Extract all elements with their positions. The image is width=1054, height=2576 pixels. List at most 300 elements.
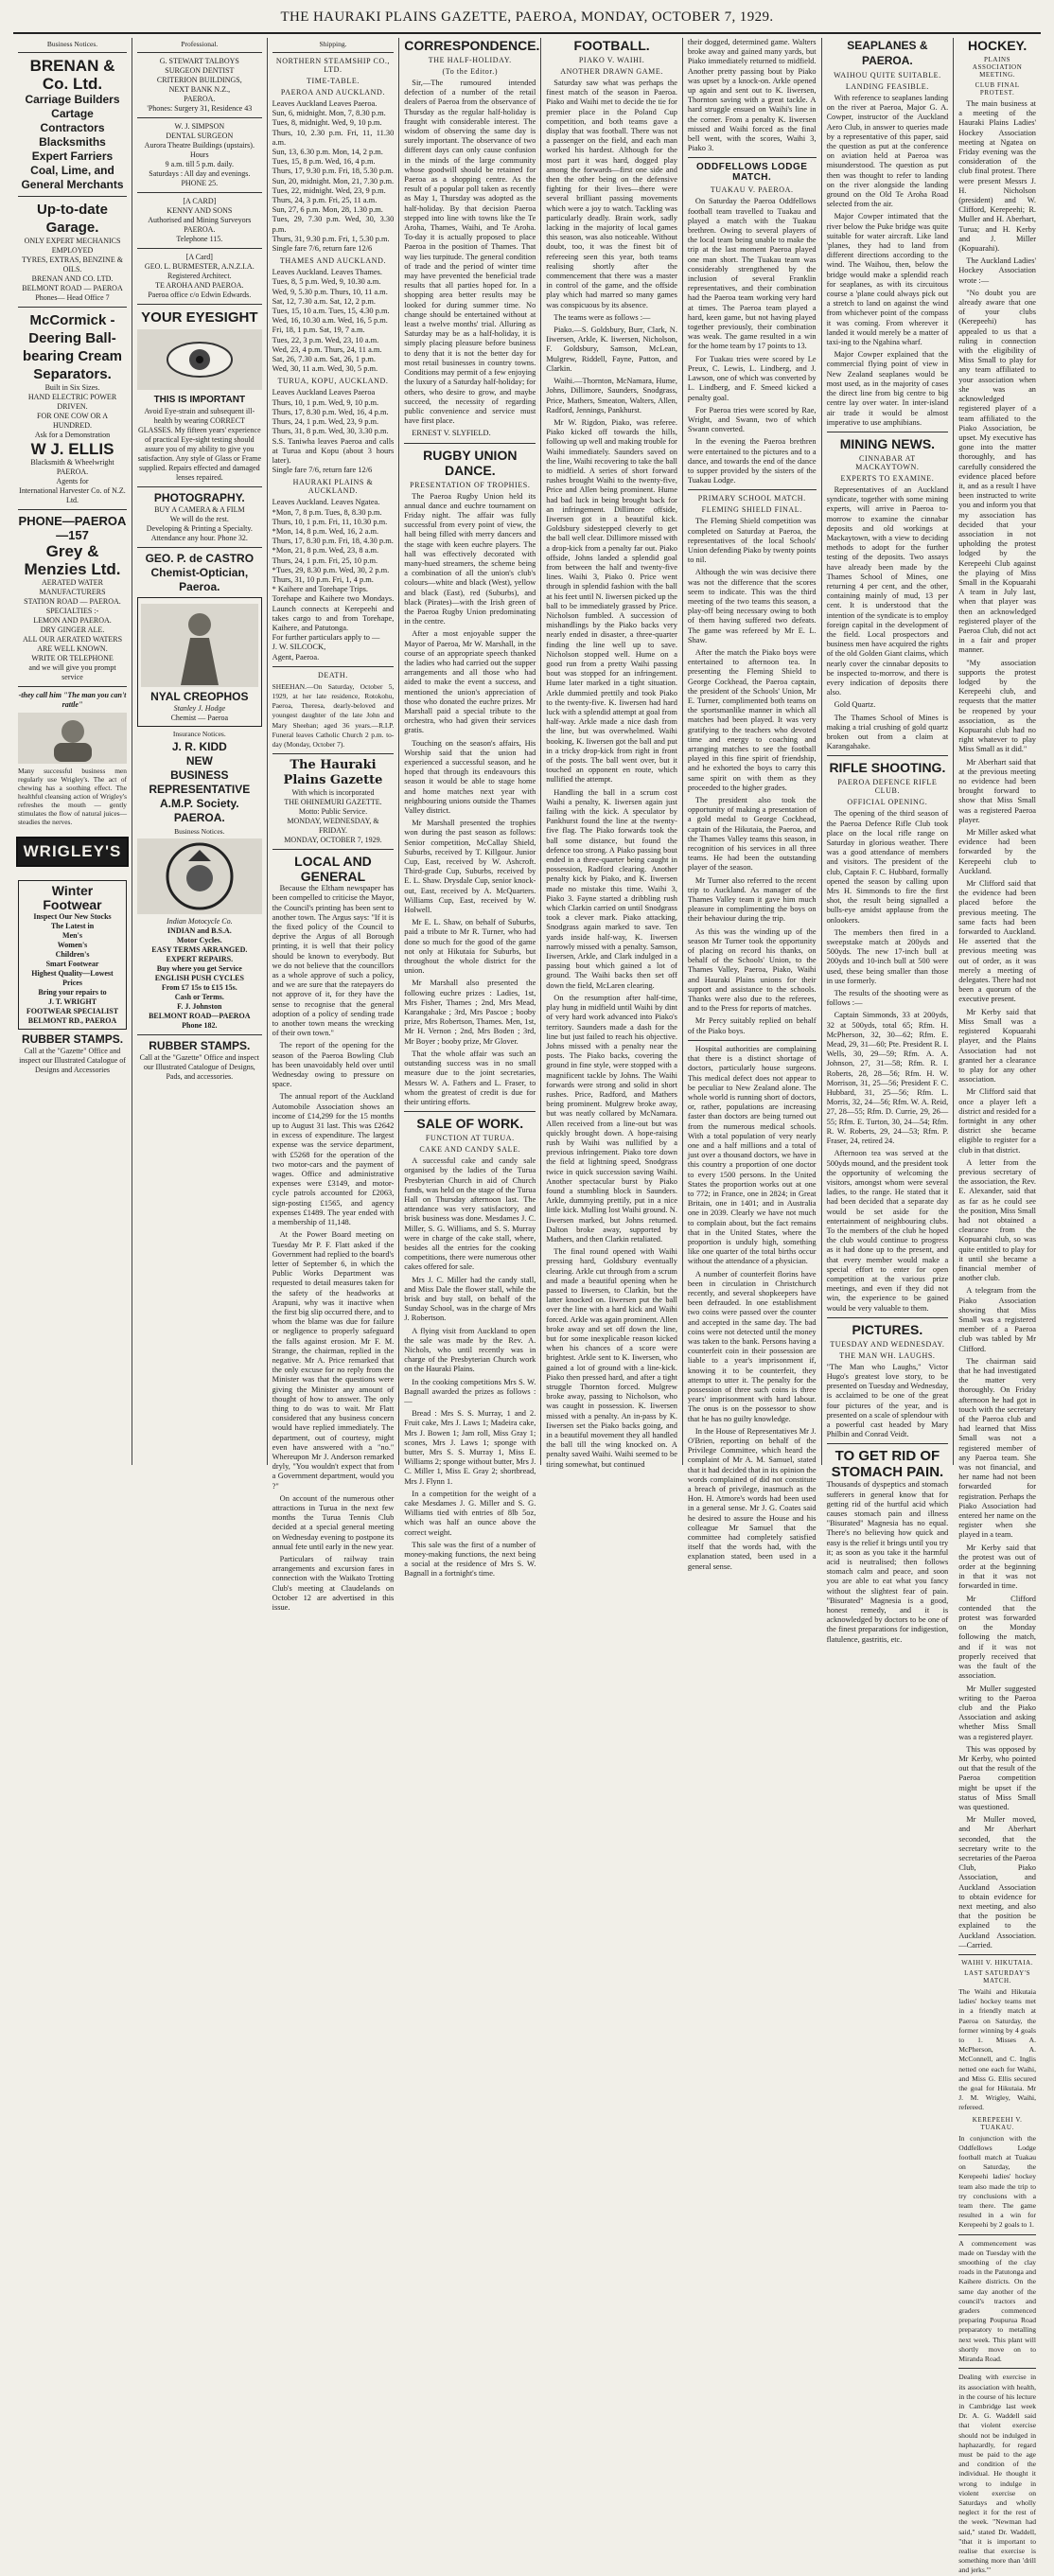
kenny-card-item: PAEROA. <box>184 225 216 234</box>
turua-kopu-lines-item: Leaves Auckland Leaves Paeroa <box>272 388 376 397</box>
footwear-lines-item: Highest Quality—Lowest Prices <box>31 969 114 987</box>
oddfellows-text-item: For Paeroa tries were scored by Rae, Wright, and Swann, two of which Swann converted. <box>687 405 817 434</box>
divider <box>18 509 127 510</box>
correspondence-head: CORRESPONDENCE. <box>404 38 540 53</box>
thames-auckland-lines-item: Leaves Auckland. Leaves Thames. <box>272 268 382 277</box>
wrigley-text: Many successful business men regularly use Wrigley's. The act of chewing has a soothing effect. The healthful cleansing action of Wrigley's refreshes the mouth — gently stimulates the flow of natural juices—steadies the nerves. <box>18 767 127 826</box>
ellis-ad-title: W J. ELLIS <box>30 440 114 458</box>
eyesight-text: Avoid Eye-strain and subsequent ill-health by wearing CORRECT GLASSES. My fifteen years' experience of practical Eye-sight testing should assure you of my ability to give you satisfaction. Any style of Glass or Frame supplied. Repairs effected and damaged lenses repaired. <box>137 407 262 482</box>
half-holiday-head: THE HALF-HOLIDAY. <box>428 56 512 64</box>
divider <box>827 1317 949 1318</box>
sale-of-work-text-item: Mrs J. C. Miller had the candy stall, and Miss Dale the flower stall, while the brisk and buy stall, on behalf of the Sunday School, was in the charge of Mrs J. Robertson. <box>404 1275 536 1323</box>
kerepeehi-tuakau-text: In conjunction with the Oddfellows Lodge football match at Tuakau on Saturday, the Kerepeehi ladies' hockey team also made the trip to try conclusions with a team there. The game resulted in a win for Kerepeehi by 2 goals to 1. <box>958 2133 1036 2230</box>
football-text-item: Piako.—S. Goldsbury, Burr, Clark, N. Iiwersen, Arkle, K. Iiwersen, Nicholson, F. Goldsbury, Samson, McLean, Mulgrew, Riddell, Fayne, Patton, and Clarkin. <box>546 326 677 373</box>
hockey-text-item: Mr Clifford said that once a player left a district and resided for a fortnight in any other district she became eligible to register for a club in that district. <box>958 1087 1036 1155</box>
column-seaplanes <box>822 38 955 1644</box>
hauraki-auckland-lines-item: Thurs, 31, 10 p.m. Fri, 1, 4 p.m. <box>272 574 374 584</box>
sale-of-work-sub: FUNCTION AT TURUA. <box>425 1134 515 1143</box>
footwear-lines-item: Smart Footwear <box>45 960 99 968</box>
kenny-card-item: Authorised and Mining Surveyors <box>148 216 252 224</box>
wrigley-caption: -they call him "The man you can't rattle" <box>18 691 127 709</box>
castro-card <box>137 552 262 594</box>
rubber-stamps-text: Call at the "Gazette" Office and inspect our Illustrated Catalogue of Designs and Accessories <box>19 1047 126 1074</box>
hockey-text-item: The main business at a meeting of the Hauraki Plains Ladies' Hockey Association meeting at Ngatea on Friday evening was the consideration of the club final protest. There were present Messrs J. H. Nicholson (president) and W. Clifford, Kerepeehi; R. Muller and H. Aberhart, Turua; and H. Kerby and J. Miller (Kopuarahi). <box>958 99 1036 254</box>
local-general-text <box>272 884 395 1613</box>
indian-ad-lines-item: EXPERT REPAIRS. <box>166 955 234 963</box>
rifle-text-item: Captain Simmonds, 33 at 200yds, 32 at 500yds, total 65; Rfm. H. McPherson, 32, 30—62; Rfm. E. Mead, 29, 31—60; Pte. President R. I. Wells, 30, 29—59; Rfm. A. A. Johnson, 27, 31—58; Rfm. R. I. Roberts, 28, 28—56; Rfm. H. W. Morrison, 31, 25—56; President F. C. Hubbard, 31, 25—56; Rfm. L. Morris, 32, 24—56; Rfm. W. A. Reid, 27, 28—55; Rfm. D. Currie, 29, 26—55; Rfm. E. Turton, 30, 24—54; Rfm. R. W. Roberts, 29, 24—53; Rfm. P. Fraser, 24, retired 24. <box>826 1011 949 1146</box>
kidd-card-item: J. R. KIDD <box>171 740 227 753</box>
kidd-card <box>137 740 262 825</box>
oddfellows-text-item: For Tuakau tries were scored by Le Preux, C. Lewis, L. Lindberg, and J. Lawson, one of which was converted by L. Lindberg, and F. Smeed kicked a penalty goal. <box>687 354 817 402</box>
seaplanes-sub2: LANDING FEASIBLE. <box>845 82 929 91</box>
brenan-ad-lines-item: Blacksmiths <box>39 135 106 149</box>
mccormick-ad-lines-item: Built in Six Sizes. <box>44 383 100 392</box>
divider <box>272 666 395 667</box>
paeroa-auckland-lines <box>272 99 395 254</box>
pictures-sub2: THE MAN WH. LAUGHS. <box>839 1350 936 1360</box>
hockey-text-item: A telegram from the Piako Association showing that Miss Small was a registered member of a Paeroa club was tabled by Mr Clifford. <box>958 1286 1036 1353</box>
thames-auckland-lines-item: Tues, 22, 3 p.m. Wed, 23, 10 a.m. <box>272 335 379 344</box>
fleming-shield-head: FLEMING SHIELD FINAL. <box>701 505 802 515</box>
indian-head-icon <box>160 840 239 912</box>
turua-kopu-lines <box>272 388 395 475</box>
divider <box>958 2234 1036 2235</box>
rifle-text-item: The opening of the third season of the Paeroa Defence Rifle Club took place on the local rifle range on Saturday in glorious weather. There was a good attendance of members and visitors. The president of the club, Captain F. C. Hubbard, formally opened the season by calling upon Mrs H. Simmonds to fire the first shot, the result being signalled a bulls-eye amidst applause from the onlookers. <box>826 809 949 925</box>
local-general-text-item: Particulars of railway train arrangements and excursion fares in connection with the Waikato Trotting Club's meeting at Claudelands on October 12 are advertised in this issue. <box>272 1555 395 1613</box>
indian-ad-lines-item: Buy where you get Service <box>156 964 242 973</box>
talboys-card <box>137 57 262 114</box>
sale-of-work-text-item: In a competition for the weight of a cake Mesdames J. G. Miller and S. G. Williams tied with entries of 8lb 5oz, which was half an ounce above the correct weight. <box>404 1489 536 1537</box>
paeroa-auckland-lines-item: Thurs, 24, 3 p.m. Fri, 25, 11 a.m. <box>272 196 378 205</box>
divider <box>827 755 949 756</box>
sale-of-work-text-item: A successful cake and candy sale organised by the ladies of the Turua Presbyterian Church in aid of Church funds, was held on the stage of the Turua Hall on Thursday afternoon last. The attendance was very satisfactory, and brisk business was done. Mesdames J. C. Miller, S. G. Williams, and S. S. Murray were in charge of the cake stall, where, besides all the entries for the cooking competitions, there were numerous other cakes offered for sale. <box>404 1156 536 1272</box>
garage-ad-title: Up-to-date Garage. <box>37 202 108 236</box>
mining-text-item: Gold Quartz. <box>834 700 876 710</box>
footwear-lines-item: The Latest in <box>50 922 95 930</box>
indian-ad-lines-item: INDIAN and B.S.A. <box>167 926 232 935</box>
rugby-dance-text-item: Touching on the season's affairs, His Worship said that the union had experienced a successful season, and he hoped that through its endeavours this season it would be able to stage home and home matches next year with neighbouring unions outside the Thames Valley district. <box>404 738 536 816</box>
roads-text: A commencement was made on Tuesday with the smoothing of the clay roads in the Patutonga and Kaihere districts. On the same day another of the council's tractors and graders commenced preparing Poupurua Road preparatory to metalling next week. This plant will shortly move on to Miranda Road. <box>958 2238 1036 2364</box>
paeroa-auckland-lines-item: Sun, 20, midnight. Mon, 21, 7.30 p.m. <box>272 176 395 185</box>
exercise-text: Dealing with exercise in its association with health, in the course of his lecture in Cambridge last week Dr. A. G. Waddell said that violent exercise should not be indulged in haphazardly, for regard must be paid to the age and condition of the individual. He thought it wrong to indulge in violent exercise on Saturdays and wholly neglect it for the rest of the week. "Newman had said," stated Dr. Waddell, "that it is important to realise that exercise is something more than 'drill and jerks.'" <box>958 2373 1036 2575</box>
column-oddfellows <box>683 38 822 1571</box>
garage-ad-lines <box>18 237 127 303</box>
thames-auckland-lines-item: Fri, 18, 1 p.m. Sat, 19, 7 a.m. <box>272 326 365 335</box>
garage-ad-lines-item: BELMONT ROAD — PAEROA <box>22 284 123 292</box>
columns <box>13 38 1041 2575</box>
divider <box>137 547 262 548</box>
sale-of-work-text-item: A flying visit from Auckland to open the sale was made by the Rev. A. Nichols, who until recently was in charge of the Presbyterian Church work on the Hauraki Plains. <box>404 1326 536 1374</box>
grey-menzies-lines-item: DRY GINGER ALE. <box>40 626 105 634</box>
paeroa-auckland-lines-item: Single fare 7/6, return fare 12/6 <box>272 244 373 254</box>
brenan-ad-lines-item: Coal, Lime, and <box>30 164 114 177</box>
indian-logo <box>137 838 262 914</box>
football-text-item: The teams were as follows :— <box>553 312 651 322</box>
seaplanes-text-item: Major Cowper explained that the commercial flying point of view in New Zealand seaplanes would be most used, as in the majority of cases the direct line from big centre to big centre lay over water. In inter-island air trade it would be almost imperative to use amphibians. <box>826 350 949 427</box>
footwear-lines-item: Men's <box>62 931 82 940</box>
wrigley-logo <box>18 826 127 877</box>
fleming-text-item: Mr Turner also referred to the recent trip to Auckland. As manager of the Thames Valley team it gave him much pleasure in complimenting the boys on their behaviour during the trip. <box>687 875 817 924</box>
ellis-ad-lines-item: Agents for <box>56 477 89 485</box>
hauraki-auckland-lines-item: Torehape and Kaihere two Mondays. Launch connects at Kerepeehi and takes cargo to and from Torehape, Kaihere, and Patutonga. <box>272 594 395 632</box>
pictures-head: PICTURES. <box>852 1321 923 1337</box>
brenan-ad-lines-item: Carriage Builders <box>25 93 120 106</box>
rugby-dance-text <box>404 492 536 1108</box>
paeroa-auckland-lines-item: Sun, 27, 6 p.m. Mon, 28, 1.30 p.m. <box>272 205 383 215</box>
turua-kopu-lines-item: Single fare 7/6, return fare 12/6 <box>272 466 373 475</box>
hockey-text-item: "No doubt you are already aware that one of your clubs (Kerepeehi) has appealed to us that a ruling in connection with the eligibility of Miss Small to play for any team affiliated to your association when she was an acknowledged registered player of a team affiliated to the Piako Association, be upset. My executive has gone into the matter thoroughly, and has carefully considered the evidence placed before it, and as a result I have been instructed to write you and inform you that my association has decided that your association in not upholding the protest lodged by the Kerepeehi Club against the playing of Miss Small in the Kopuarahi A team in July last, when that player was then an acknowledged registered player of the Paeroa Club, did not act in a fair and proper manner. <box>958 288 1036 655</box>
creophos-title: NYAL CREOPHOS <box>150 690 249 703</box>
paeroa-auckland-lines-item: Tues, 22, midnight. Wed, 23, 9 p.m. <box>272 185 386 195</box>
oddfellows-text-item: On Saturday the Paeroa Oddfellows football team travelled to Tuakau and played a match with the Tuakau brethren. Owing to several players of the local team being unable to make the trip at the last moment Paeroa played one man short. The Tuakau team was considerably strengthened by the inclusion of several Franklin representatives, and their combination had the Paeroa team working very hard at times. The Paeroa team played a hard, keen game, but not having played together previously, their combination was weak. The game resulted in a win for the home team by 17 points to 13. <box>687 197 817 351</box>
kenny-card-item: Telephone 115. <box>176 235 223 243</box>
thames-auckland-lines-item: Wed, 30, 11 a.m. Wed, 30, 5 p.m. <box>272 364 378 374</box>
paeroa-auckland-lines-item: Thurs, 10, 2.30 p.m. Fri, 11, 11.30 a.m. <box>272 128 395 147</box>
ellis-ad-lines <box>18 458 127 505</box>
ellis-ad-lines-item: International Harvester Co. of N.Z. Ltd. <box>19 486 126 504</box>
grey-menzies-lines-item: WRITE OR TELEPHONE <box>31 654 114 662</box>
section-label: Shipping. <box>319 40 347 48</box>
kidd-card-item: NEW <box>185 754 213 768</box>
divider <box>272 753 395 754</box>
seaplanes-head: SEAPLANES & PAEROA. <box>847 39 928 67</box>
thames-auckland-lines <box>272 268 395 374</box>
mining-text-item: The Thames School of Mines is making a trial crushing of gold quartz broken out from a claim at Karangahake. <box>826 713 949 751</box>
football-text-item: Mr W. Rigdon, Piako, was referee. Piako kicked off towards the hills, following up well and making trouble for Waihi immediately. Saunders saved on the line, Waihi recovering to take the ball to midfield. A series of short forward rushes brought Waihi to the twenty-five, Price and Allen being prominent. Hume had bad luck in being brought back for an infringement. Dillimore offside, Iiwersen got in a beautiful kick. Goldsbury sidestepped cleverly to get the ball well clear. Dillimore missed with a drop-kick from a penalty far out. Piako offside, Johns landed a splendid goal from between the half and twenty-five lines. Waihi 3, Piako 0. Price went through in splendid fashion with the ball at his feet until N. Iiwersen picked up the ball to be immediately grassed by Price. Nicholson fumbled. A succession of mishandlings by the Piako backs very nearly ended in disaster, a three-quarter finding the line well up to save. Nicholson stopped well. Hume on a good run from a pretty Waihi passing bout was stopped for an infringement. Hume later marked in a tight situation. Arkle dummied prettily and took Piako to the twenty-five. K. Iiwersen had hard luck with a splendid attempt at goal from half-way. Arkle made a nice dash from the line, but was overwhelmed. Waihi booking, K. Iiwersen got the ball and put in a tricky drop-kick from right in front of the posts. The ball went over, but it touched an opponent en route, which nullified the attempt. <box>546 417 677 785</box>
local-general-text-item: On account of the numerous other attractions in Turua in the next few months the Turua Tennis Club decided at a special general meeting on Wednesday evening to postpone its annual fete until early in the new year. <box>272 1493 395 1551</box>
rugby-dance-text-item: The Paeroa Rugby Union held its annual dance and euchre tournament on Friday night. The affair was fully successful from every point of view, the hall being filled with merry dancers and the stage with keen euchre players. The hall was effectively decorated with many-hued streamers, the scheme being a combination of all the union's club's colours—white and black (West), yellow and black (East), red (Suburbs), and black (Pirates)—with the Irish green of the Paeroa Rugby Union predominating in the centre. <box>404 491 536 626</box>
fleming-text-item: As this was the winding up of the season Mr Turner took the opportunity of placing on record his thanks, on behalf of the Schools' Union, to the Thames Valley, Paeroa, Piako, Waihi and Hauraki Plains unions for their support and assistance to the schools. Thanks were also due to the referees, and to the Press for reports of matches. <box>687 926 817 1014</box>
to-the-editor: (To the Editor.) <box>442 67 499 76</box>
grey-menzies-lines-item: STATION ROAD — PAEROA. <box>24 597 121 606</box>
rifle-text-item: The results of the shooting were as follows :— <box>826 989 949 1008</box>
hockey-text-item: Mr Muller suggested writing to the Paeroa club and the Piako Association and asking whether Miss Small was a registered player. <box>958 1684 1036 1741</box>
footwear-lines <box>22 912 123 1026</box>
hockey-text-item: The Auckland Ladies' Hockey Association wrote :— <box>958 256 1036 285</box>
hockey-text-item: Mr Clifford said that the evidence had been placed before the previous meeting. The same facts had been forwarded to Auckland. He asserted that the previous meeting was out of order, as it was merely a meeting of delegates. There had not been a quorum of the executive present. <box>958 879 1036 1004</box>
mccormick-ad-lines-item: FOR ONE COW OR A HUNDRED. <box>37 412 108 430</box>
paeroa-auckland-lines-item: Leaves Auckland Leaves Paeroa. <box>272 99 378 108</box>
burmester-card <box>137 253 262 300</box>
garage-ad-lines-item: ONLY EXPERT MECHANICS EMPLOYED <box>24 237 121 255</box>
fleming-text-item: Although the win was decisive there was not the difference that the scores seem to indicate. This was the third meeting of the two teams this season, a play-off being necessary owing to both of them having suffered two defeats. The game was refereed by Mr E. L. Shaw. <box>687 568 817 644</box>
mining-text <box>827 485 949 751</box>
stomach-pain-text: Thousands of dyspeptics and stomach sufferers in general know that for getting rid of the hurtful acid which causes stomach pain and illness "Bisurated" Magnesia has no equal. There's no believing how quick and easy is the relief it brings until you try it; as soon as you take it the harmful acid is neutralised; then follows stomach calm and peace, and soon you are able to eat what you fancy without the slightest fear of pain. "Bisurated" Magnesia is a good, honest remedy, and it is acknowledged by doctors to be one of the finest preparations for indigestion, flatulence, gastritis, etc. <box>826 1480 949 1644</box>
simpson-card <box>137 122 262 188</box>
kidd-card-item: PAEROA. <box>173 811 225 824</box>
thames-auckland-lines-item: Wed, 23, 4 p.m. Thurs, 24, 11 a.m. <box>272 344 382 354</box>
rugby-dance-text-item: Mr Marshall presented the trophies won during the past season as follows: Senior competition, McCallay Shield, Suburbs, received by T. Killgour. Junior Cup, East, received by W. Ashcroft. Third-grade Cup, Suburbs, received by E. L. Shaw. Drysdale Cup, senior knock-out, East, received by A. McQuarters. Williams Cup, East, received by W. Holwell. <box>404 819 536 915</box>
local-general-text-item: The report of the opening for the season of the Paeroa Bowling Club has been unavoidably held over until Wednesday owing to pressure on space. <box>272 1041 395 1089</box>
rubber-stamps-title: RUBBER STAMPS. <box>149 1039 251 1052</box>
gazette-lines-item: With which is incorporated <box>291 788 375 798</box>
mccormick-ad-lines-item: Ask for a Demonstration <box>34 431 111 439</box>
divider <box>272 849 395 850</box>
kidd-card-item: BUSINESS REPRESENTATIVE <box>149 768 251 796</box>
divider <box>137 117 262 118</box>
death-notice: SHEEHAN.—On Saturday, October 5, 1929, at her late residence, Rotokohu, Paeroa, Theresa, dearly-beloved and youngest daughter of the late John and Mary Sheehan; aged 36 years.—R.I.P. Funeral leaves Catholic Church 2 p.m. to-day (Monday, October 7). <box>272 681 395 749</box>
rifle-head: RIFLE SHOOTING. <box>829 760 946 776</box>
hauraki-auckland-lines-item: Thurs, 10, 1 p.m. Fri, 11, 10.30 p.m. <box>272 517 388 526</box>
local-general-head: LOCAL AND GENERAL <box>294 854 372 885</box>
turua-kopu-lines-item: S.S. Taniwha leaves Paeroa and calls at Turua and Kopu (about 3 hours later). <box>272 436 395 465</box>
photography-lines-item: Attendance any hour. Phone 32. <box>150 534 248 542</box>
creophos-signature: Stanley J. Hodge <box>173 704 226 713</box>
seaplanes-sub: WAIHOU QUITE SUITABLE. <box>834 71 941 79</box>
simpson-card-item: Saturdays : All day and evenings. <box>149 169 251 178</box>
turua-kopu-lines-item: Thurs, 17, 8.30 p.m. Wed, 16, 4 p.m. <box>272 407 389 416</box>
divider <box>958 1954 1036 1955</box>
hockey-text-item: Mr Kerby said that Miss Small was a registered Kopuarahi player, and the Plains Association had not granted her a clearance to play for any other association. <box>958 1007 1036 1085</box>
indian-brand: Indian Motocycle Co. <box>167 917 233 926</box>
oddfellows-text-item: In the evening the Paeroa brethren were entertained to the pictures and to a dance, and towards the end of the dance to supper provided by the sisters of the Tuakau Lodge. <box>687 437 817 485</box>
simpson-card-item: PHONE 25. <box>181 179 219 187</box>
footwear-lines-item: Bring your repairs to <box>38 988 107 997</box>
turua-kopu-lines-item: Thurs, 24, 1 p.m. Wed, 23, 9 p.m. <box>272 417 379 427</box>
grey-menzies-lines-item: MANUFACTURERS <box>39 588 106 596</box>
gazette-lines-item: MONDAY, WEDNESDAY, & FRIDAY. <box>287 817 379 836</box>
fleming-text-item: The Fleming Shield competition was completed on Saturday at Paeroa, the representatives of the local Schools' Union defending Piako by twenty points to nil. <box>687 517 817 565</box>
mccormick-ad-title: McCormick - Deering Ball-bearing Cream Separators. <box>22 312 123 382</box>
indian-ad-lines-item: Motor Cycles. <box>176 936 222 944</box>
section-label: Business Notices. <box>174 827 225 836</box>
hockey-text-item: A letter from the previous secretary of the association, the Rev. E. Alexander, said that as far as he could see the position, Miss Small had not obtained a clearance from the Kopuarahi club, so was quite entitled to play for it until she became a financial member of another club. <box>958 1157 1036 1283</box>
thames-auckland-head: THAMES AND AUCKLAND. <box>279 256 387 266</box>
divider <box>137 304 262 305</box>
creophos-footer: Chemist — Paeroa <box>170 714 229 722</box>
masthead-title: THE HAURAKI PLAINS GAZETTE, PAEROA, MONDAY, OCTOBER 7, 1929. <box>280 9 774 25</box>
simpson-card-item: Aurora Theatre Buildings (upstairs). <box>144 141 255 150</box>
grey-menzies-lines <box>18 578 127 682</box>
hospital-text-item: In the House of Representatives Mr J. O'Brien, reporting on behalf of the Privilege Committee, which heard the complaint of Mr A. M. Samuel, stated that it had decided that in its opinion the words complained of did not constitute a breach of privilege, inasmuch as the Hon. H. Atmore's words had been used in a general sense. Mr J. G. Coates said he desired to assure the House and his colleague Mr Samuel that the committee had completely satisfied itself that the words had, with the explanation stated, been used in a general sense. <box>687 1426 817 1571</box>
paeroa-auckland-lines-item: Sun, 6, midnight. Mon, 7, 8.30 p.m. <box>272 109 386 118</box>
divider <box>688 157 817 158</box>
hauraki-auckland-lines-item: *Mon, 21, 8 p.m. Wed, 23, 8 a.m. <box>272 546 379 556</box>
simpson-card-item: Hours <box>190 150 209 159</box>
simpson-card-item: DENTAL SURGEON <box>166 132 234 140</box>
burmester-card-item: Paeroa office c/o Edwin Edwards. <box>148 291 252 299</box>
football-text-item: Handling the ball in a scrum cost Waihi a penalty, K. Iiwersen again just failing with the kick. A speculator by Pankhurst found the line at the twenty-five flag. The Piako forwards took the ball some distance, but found the defence too strong. A Piako passing bout ended in a three-quarter being caught in possession, Radford clearing. Another penalty kick by Piako, and K. Iiwersen made no mistake this time. Waihi 3, Piako 3. Fayne started a dribbling rush which Clarkin carried on until Snodgrass took a clever mark. Piako attacking, Snodgrass again marked to save. Ten yards inside half-way, K. Iiwersen narrowly missed with a penalty. Samson, Iiwersen, Arkle, and Clark indulged in a passing bout which gained a lot of ground. The Waihi backs then set off down the field, McLaren clearing. <box>546 787 677 990</box>
rifle-sub: PAEROA DEFENCE RIFLE CLUB. <box>837 778 938 796</box>
gazette-lines-item: THE OHINEMURI GAZETTE. <box>284 798 382 807</box>
grey-menzies-lines-item: LEMON AND PAEROA. <box>33 616 112 625</box>
footwear-lines-item: BELMONT RD., PAEROA <box>27 1016 117 1025</box>
talboys-card-item: CRITERION BUILDINGS, <box>156 76 242 84</box>
thames-auckland-lines-item: Tues, 15, 10 a.m. Tues, 15, 4.30 p.m. <box>272 307 390 316</box>
mining-sub2: EXPERTS TO EXAMINE. <box>840 473 935 483</box>
seaplanes-text <box>827 94 949 428</box>
hospital-text-item: Hospital authorities are complaining that there is a distinct shortage of doctors, particularly house surgeons. This medical defect does not appear to be peculiar to New Zealand alone. The whole world is running short of doctors, or, rather, populations are increasing faster than doctors are being turned out from the numerous medical schools. With a total population of very nearly one and a half millions and a total of just over a thousand doctors, we have in this country a proportion of one doctor to every 1500 persons. In the United States the proportion works out at one to 772; in France, one in 2824; in Great Britain, one in 1401; and in Australia one in 2039. Clearly we have not much to complain about, but the fact remains that in the United States, where the proportion is unduly high, something like one quarter of the total births occur without the attendance of a physician. <box>687 1044 817 1266</box>
brenan-ad-lines-item: General Merchants <box>21 178 124 191</box>
burmester-card-item: [A Card] <box>185 253 213 261</box>
section-label: Professional. <box>181 40 219 48</box>
hockey-text-item: Mr Miller asked what evidence had been forwarded by the Kerepeehi club to Auckland. <box>958 828 1036 875</box>
footwear-title: Winter Footwear <box>43 883 102 912</box>
grey-menzies-lines-item: ALL OUR AERATED WATERS ARE WELL KNOWN. <box>22 635 123 653</box>
mccormick-ad-lines-item: HAND ELECTRIC POWER DRIVEN. <box>27 393 117 411</box>
thames-auckland-lines-item: Tues, 8, 5 p.m. Wed, 9, 10.30 a.m. <box>272 277 381 287</box>
hockey-text-item: The chairman said that he had investigated the matter very thoroughly. On Friday afternoon he had got in touch with the secretary of the Paeroa club and had learned that Miss Small was not a registered member of any Paeroa team. She was not financial, and her name had not been forwarded for registration. Perhaps the Piako Association had entered her name on the register when she played in a team. <box>958 1356 1036 1540</box>
local-general-text-item: At the Power Board meeting on Tuesday Mr P. F. Flatt asked if the Government had replied to the board's letter of September 6, in which the Public Works Department was requested to detail measures taken for the safety of the headworks at Arapuni, why was it inactive when the first big slip occurred there, and to whom the blame was due for failure or negligence to properly safeguard the falls against erosion. Mr F. M. Strange, the chairman, replied in the negative. Mr A. Price remarked that the only excuse for no reply from the Minister was that the questions were giving the Minister any amount of thought of how to answer. The only thing to do was to wait. Mr Flatt considered that any business concern would have replied immediately. The department, out of courtesy, might even have answered with a "no." Whereupon Mr J. Anderson remarked dryly, "You wouldn't expect that from a Government department, would you ?" <box>272 1230 395 1491</box>
talboys-card-item: 'Phones: Surgery 31, Residence 43 <box>147 104 253 113</box>
rubber-stamps-text: Call at the "Gazette" Office and inspect our Illustrated Catalogue of Designs, Pads, and accessories. <box>139 1053 259 1081</box>
paeroa-auckland-lines-item: Tues, 15, 8 p.m. Wed, 16, 4 p.m. <box>272 157 376 167</box>
grey-menzies-lines-item: AERATED WATER <box>42 578 103 587</box>
brenan-ad-title: BRENAN & Co. Ltd. <box>29 57 115 93</box>
woman-figure-icon <box>148 606 252 685</box>
divider <box>404 1111 536 1112</box>
brenan-ad-lines-item: Expert Farriers <box>31 150 114 163</box>
indian-ad-lines-item: Cash or Terms. <box>174 993 224 1001</box>
half-holiday-text-item: ERNEST V. SLYFIELD. <box>412 429 491 438</box>
photography-title: PHOTOGRAPHY. <box>153 491 245 504</box>
burmester-card-item: TE AROHA AND PAEROA. <box>155 281 244 290</box>
fleming-text-item: After the match the Piako boys were entertained to afternoon tea. In presenting the Fleming Shield to George Cockhead, the Paeroa captain, the president of the Schools' Union, Mr E. Turner, complimented both teams on the sportsmanlike manner in which all matches had been played. It was very gratifying to the teachers who devoted time and energy to coaching and arranging matches to see the football played in this fine spirit of friendship, and he exhorted the boys to carry this same spirit on with them as they proceeded to the higher grades. <box>687 647 817 792</box>
half-holiday-text <box>404 79 536 439</box>
column-correspondence <box>399 38 541 1579</box>
hauraki-auckland-lines <box>272 498 395 662</box>
kenny-card-item: [A CARD] <box>183 197 217 205</box>
column-hockey <box>954 38 1041 2575</box>
sale-of-work-text-item: This sale was the first of a number of money-making functions, the next being a social at the residence of Mrs S. W. Bagnall in a fortnight's time. <box>404 1540 536 1579</box>
paeroa-auckland-lines-item: Tues, 8, midnight. Wed, 9, 10 p.m. <box>272 118 382 128</box>
fleming-text-item: Mr Percy suitably replied on behalf of the Piako boys. <box>687 1016 817 1035</box>
divider <box>137 1034 262 1035</box>
kenny-card <box>137 197 262 244</box>
hockey-text-item: Mr Kerby said that the protest was out of order at the beginning in that it was not forwarded in time. <box>958 1543 1036 1591</box>
gazette-nameplate: The Hauraki Plains Gazette <box>283 758 383 788</box>
footwear-lines-item: FOOTWEAR SPECIALIST <box>26 1007 119 1015</box>
kerepeehi-tuakau-head: KEREPEEHI V. TUAKAU. <box>972 2115 1023 2131</box>
column-football <box>541 38 683 1469</box>
burmester-card-item: Registered Architect. <box>167 272 232 280</box>
thames-auckland-lines-item: Wed, 9, 5.30 p.m. Thurs, 10, 11 a.m. <box>272 287 388 296</box>
paeroa-auckland-lines-item: Sun, 13, 6.30 p.m. Mon, 14, 2 p.m. <box>272 148 383 157</box>
hockey-text-item: Mr Muller moved, and Mr Aberhart seconded, that the secretary write to the secretaries of the Paeroa Club, Piako Association, and Auckland Association to obtain evidence for next meeting, and also that the position be explained to the Auckland Association.—Carried. <box>958 1815 1036 1950</box>
hockey-sub: PLAINS ASSOCIATION MEETING. <box>972 56 1023 79</box>
column-business-notices <box>13 38 132 1465</box>
football-text-item: Saturday saw what was perhaps the finest match of the season in Paeroa. Piako and Waihi met to decide the tie for premier place in the Poland Cup competition, and both teams gave a display that was football. There was not a passenger on the field, and each man worked his hardest. Although for the most part it was hard, dogged play among the forwards—first one side and then the other being on the defensive fighting for their lives—there were several brilliant passing movements which were a joy to watch. Tackling was particularly deadly. Brain work, sadly lacking in the majority of local games this season, was also noticeable. Without doubt, too, it was the finest bit of refereeing seen this year, both teams realising shortly after the commencement that there was a master in control of the game, and the offside play which had marred so many games was conspicuous by its absence. <box>546 79 677 309</box>
primary-school-head: PRIMARY SCHOOL MATCH. <box>697 494 806 503</box>
ellis-ad-lines-item: PAEROA. <box>56 468 89 476</box>
gazette-lines-item: MONDAY, OCTOBER 7, 1929. <box>284 836 382 845</box>
pictures-text: "The Man who Laughs," Victor Hugo's greatest love story, to be presented on Tuesday and Wednesday, is acclaimed to be one of the great four pictures of the year, and is presented on a scale of splendour with a powerful cast headed by Mary Philbin and Conrad Veidt. <box>826 1362 949 1439</box>
talboys-card-item: NEXT BANK N.Z., <box>168 85 231 94</box>
pictures-sub: TUESDAY AND WEDNESDAY. <box>830 1339 945 1349</box>
divider <box>137 248 262 249</box>
hockey-sub2: CLUB FINAL PROTEST. <box>975 81 1020 97</box>
castro-card-item: Chemist-Optician, Paeroa. <box>150 566 249 593</box>
football-text-item: Waihi.—Thornton, McNamara, Hume, Johns, Dillimore, Saunders, Snodgrass, Price, Mathers, Smeaton, Walters, Allen, Radford, Jennings, Pankhurst. <box>546 377 677 415</box>
talboys-card-item: SURGEON DENTIST <box>165 66 235 75</box>
paeroa-auckland-head: PAEROA AND AUCKLAND. <box>280 88 386 97</box>
phone-paeroa-title: PHONE—PAEROA —157 <box>18 514 127 542</box>
hauraki-auckland-lines-item: Thurs, 24, 1 p.m. Fri, 25, 10 p.m. <box>272 556 378 565</box>
hospital-text-item: A number of counterfeit florins have been in circulation in Christchurch recently, and several shopkeepers have been defrauded. In one establishment two coins were passed over the counter and accepted in the same day. The bad coins were not detected until the money was taken to the bank. Persons having a counterfeit coin in their possession are liable to a year's imprisonment if, knowing it to be counterfeit, they attempt to utter it. The penalty for the possession of three such coins is three years' imprisonment with hard labour. The onus is on the possessor to show that he has no guilty knowledge. <box>687 1269 817 1423</box>
hospital-text <box>688 1045 817 1572</box>
indian-ad-lines-item: ENGLISH PUSH CYCLES <box>154 974 244 982</box>
football-text-item: On the resumption after half-time, play hung in midfield until Waihi by dint of very hard work advanced into Piako's territory. Saunders made a dash for the line but just failed to reach his objective. Johns missed with a penalty near the posts. The Piako backs, covering the ground in fine style, were stopped with a magnificent tackle by Johns. The Waihi forwards were strong and solid in short rushes. Price, Radford, and Mathers being prominent. Mulgrew broke away, but was neatly collared by McNamara. Allen received from a line-out but was quickly brought down. A hope-raising rush by Waihi was nullified by a previous infringement. Piako tore down the field at lightning speed, Snodgrass twice in quick succession saving Waihi. Another spectacular burst by Piako found a stumbling block in Saunders. Arkle, dummying prettily, put in a nice little kick. Mulling lost Waihi ground. N. Iiwersen marked, but Johns returned. Dalton broke away, supported by Mathers, and then Clarkin retaliated. <box>546 993 677 1244</box>
section-label: Insurance Notices. <box>172 730 226 738</box>
turua-kopu-lines-item: Thurs, 31, 8 p.m. Wed, 30, 3.30 p.m. <box>272 427 389 436</box>
photography-lines-item: BUY A CAMERA & A FILM <box>154 505 245 514</box>
eye-icon <box>162 333 237 386</box>
mining-text-item: Representatives of an Auckland syndicate, together with some mining experts, will arrive in Paeroa to-morrow to examine the cinnabar deposits and old workings at Mackaytown, with a view to deciding methods to adopt for the further testing of the deposits. Two assays have already been made by the Thames School of Mines, one returning 4 per cent, and the other, containing mainly of mud, 13 per cent. It is understood that the intention of the syndicate is to employ foreign capital in the development of the field. Local prospectors and business men have acquired the rights of the old Golden Giant claims, which nearly cover the cinnabar deposits to be inspected to-morrow, and there is every indication of deposits there also. <box>826 485 949 697</box>
waihi-hikutaia-text: The Waihi and Hikutaia ladies' hockey teams met in a friendly match at Paeroa on Saturday, the former winning by 4 goals to 1. Misses A. McPherson, A. McConnell, and C. Inglis netted one each for Waihi, and Miss G. Ellis secured the goal for Hikutaia. Mr J. M. Wrigley, Waihi, refereed. <box>958 1986 1036 2112</box>
thames-auckland-lines-item: Sat, 12, 7.30 a.m. Sat, 12, 2 p.m. <box>272 296 376 306</box>
footwear-lines-item: J. T. WRIGHT <box>47 997 97 1006</box>
hauraki-auckland-lines-item: For further particulars apply to — <box>272 633 380 643</box>
talboys-card-item: G. STEWART TALBOYS <box>159 57 239 65</box>
simpson-card-item: 9 a.m. till 5 p.m. daily. <box>165 160 234 168</box>
hockey-text-item: Mr Aberhart said that at the previous meeting no evidence had been brought forward to show that Miss Small was a registered Paeroa player. <box>958 757 1036 824</box>
waihi-hikutaia-head: WAIHI V. HIKUTAIA. <box>961 1958 1034 1967</box>
fleming-text <box>688 517 817 1036</box>
creophos-ad <box>137 597 262 727</box>
hockey-text <box>958 99 1036 1950</box>
brenan-ad-lines-item: Cartage Contractors <box>40 107 105 134</box>
divider <box>137 192 262 193</box>
football-text-item: The final round opened with Waihi pressing hard, Goldsbury eventually clearing. Arkle cut through from a scrum and made a beautiful opening when he passed to Iiwersen, to Clarkin, but the latter knocked on. Iiwersen put the ball over the line with a hard kick and Waihi forced. Arkle was again prominent. Allen broke away and set off down the line, but for some inexplicable reason kicked when his chances of a score were brightest. Arkle sent to K. Iiwersen, who gained a lot of ground with a line-kick. Piako then pressed hard, and after a tight struggle Thornton forced. Mulgrew broke away, passing to Nicholson, who was caught in possession. K. Iiwersen missed with a penalty. An in-pass by K. Iiwersen set the Piako backs going, and in a beautiful movement they all handled the ball till the wing knocked on. A penalty saved Waihi. Waihi seemed to be tiring somewhat, but continued <box>546 1247 677 1469</box>
rugby-dance-text-item: Mr Marshall also presented the following euchre prizes : Ladies, 1st, Mrs Fisher, Thames ; 2nd, Mrs Mead, Karangahake ; 3rd, Mrs Pascoe ; booby prize, Mrs Robertson, Thames. Men, 1st, Mr H. Vernon ; 2nd, Mrs Boden ; 3rd, Mr Boyer ; booby prize, Mr Glover. <box>404 979 536 1046</box>
hauraki-auckland-lines-item: Leaves Auckland. Leaves Ngatea. <box>272 498 380 507</box>
football-head: FOOTBALL. <box>573 38 650 53</box>
ellis-ad-lines-item: Blacksmith & Wheelwright <box>30 458 114 467</box>
drawn-game-head: ANOTHER DRAWN GAME. <box>560 67 663 76</box>
garage-ad-lines-item: Phones— Head Office 7 <box>35 293 110 302</box>
rifle-text-item: The members then fired in a sweepstake match at 200yds and 500yds. The new 17-inch bull at 200yds and 10-inch bull at 500 were used, these being smaller than those in use formerly. <box>826 927 949 985</box>
tuakau-head: TUAKAU V. PAEROA. <box>710 185 794 195</box>
divider <box>18 307 127 308</box>
indian-ad-lines <box>137 926 262 1031</box>
divider <box>18 196 127 197</box>
rugby-dance-sub: PRESENTATION OF TROPHIES. <box>410 480 531 489</box>
simpson-card-item: W. J. SIMPSON <box>174 122 225 131</box>
sale-of-work-head: SALE OF WORK. <box>416 1116 524 1132</box>
mccormick-ad-lines <box>18 383 127 440</box>
photography-lines <box>137 505 262 543</box>
garage-ad-lines-item: TYRES, EXTRAS, BENZINE & OILS. <box>22 256 123 273</box>
mining-sub: CINNABAR AT MACKAYTOWN. <box>855 453 920 471</box>
indian-ad-lines-item: EASY TERMS ARRANGED. <box>151 945 248 954</box>
wrigley-brand: WRIGLEY'S <box>16 837 130 867</box>
footwear-lines-item: Women's <box>57 941 88 949</box>
divider <box>404 443 536 444</box>
section-label: Business Notices. <box>46 40 98 48</box>
divider <box>688 489 817 490</box>
piako-waihi-head: PIAKO V. WAIHI. <box>578 56 645 64</box>
local-general-text-item: Because the Eltham newspaper has been compelled to criticise the Mayor, the Council's printing has been sent to another town. The Argus says: "If it is the fixed policy of the Council to deprive the Argus of all Borough printing, it is well that their policy should be known to everybody. But we do not believe that the councillors as a whole approve of such a policy, and we are sure that the ratepayers do not approve of it, for they have the sense to recognise that the general adoption of a policy of sending trade to another town means the wrecking of their own town." <box>272 884 395 1038</box>
kenny-card-item: KENNY AND SONS <box>167 206 233 215</box>
thames-auckland-lines-item: Wed, 16, 10.30 a.m. Wed, 16, 5 p.m. <box>272 316 388 326</box>
timetable-head: TIME-TABLE. <box>306 77 360 85</box>
footwear-lines-item: Inspect Our New Stocks <box>33 912 112 921</box>
column-professional <box>132 38 268 1465</box>
rugby-dance-text-item: That the whole affair was such an outstanding success was in no small measure due to the joint secretaries, Messrs W. A. Fathers and L. Fraser, to whom the greatest of credit is due for their untiring efforts. <box>404 1049 536 1106</box>
thames-auckland-lines-item: Sat, 26, 7.30 a.m. Sat, 26, 1 p.m. <box>272 355 376 364</box>
indian-ad-lines-item: BELMONT ROAD—PAEROA <box>149 1012 251 1020</box>
man-portrait-icon <box>30 715 115 762</box>
kidd-card-item: A.M.P. Society. <box>160 797 239 810</box>
indian-ad-lines-item: F. J. Johnston <box>177 1002 222 1011</box>
football-text <box>546 79 677 1470</box>
hockey-head: HOCKEY. <box>967 38 1028 53</box>
rifle-sub2: OFFICIAL OPENING. <box>847 798 928 807</box>
turua-kopu-lines-item: Thurs, 10, 1 p.m. Wed, 9, 10 p.m. <box>272 397 379 407</box>
photography-lines-item: We will do the rest. <box>169 515 229 523</box>
gazette-lines <box>272 788 395 845</box>
sale-of-work-text-item: Bread : Mrs S. S. Murray, 1 and 2. Fruit cake, Mrs J. Laws 1; Madeira cake, Mrs J. Bowen 1; Jam roll, Miss Gray 1; scones, Mrs J. Laws 1; sponge with butter, Mrs S. S. Murray 1, Miss E. Williams 2; sponge without butter, Mrs J. C. Miller 1, Miss E. Gray 2; shortbread, Mrs J. Flynn 1. <box>404 1409 536 1486</box>
